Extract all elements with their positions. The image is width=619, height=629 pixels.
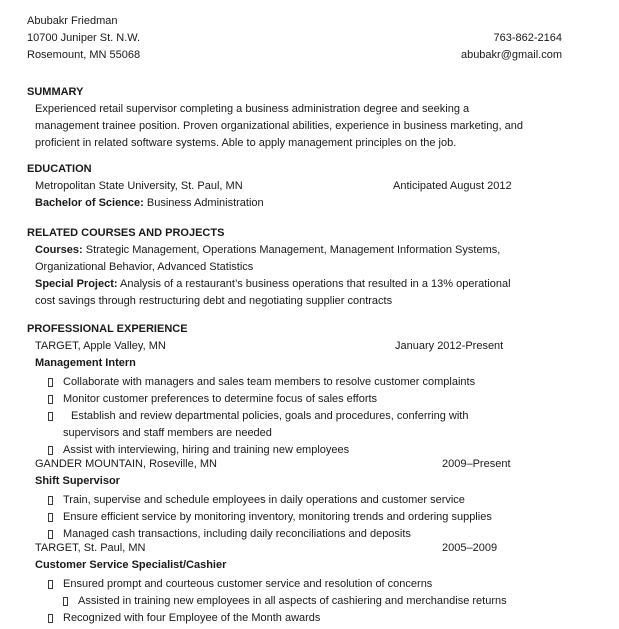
address-line2: Rosemount, MN 55068 bbox=[27, 49, 141, 61]
summary-heading: SUMMARY bbox=[27, 86, 84, 98]
education-heading: EDUCATION bbox=[27, 163, 92, 175]
bullet-item bbox=[27, 391, 562, 408]
bullet-text: supervisors and staff members are needed bbox=[63, 427, 272, 439]
bullet-text: Managed cash transactions, including daily reconciliations and deposits bbox=[63, 528, 411, 540]
header-row-address2 bbox=[27, 47, 562, 64]
missing-glyph-bullet-icon bbox=[63, 597, 68, 606]
job-company-row bbox=[27, 338, 562, 355]
graduation-date: Anticipated August 2012 bbox=[393, 180, 512, 192]
job-title: Management Intern bbox=[35, 357, 136, 369]
courses-label: Courses: bbox=[35, 244, 83, 256]
job-company-row bbox=[27, 540, 562, 557]
summary-section bbox=[27, 84, 562, 152]
summary-line: proficient in related software systems. Able to apply management principles on the job. bbox=[35, 137, 457, 149]
experience-section bbox=[27, 321, 562, 627]
job-company-row bbox=[27, 456, 562, 473]
missing-glyph-bullet-icon bbox=[48, 496, 53, 505]
header-row-name bbox=[27, 13, 562, 30]
education-section bbox=[27, 161, 562, 212]
bullet-text: Ensure efficient service by monitoring inventory, monitoring trends and ordering supplies bbox=[63, 511, 492, 523]
bullet-item bbox=[27, 576, 562, 593]
bullet-text: Establish and review departmental policies, goals and procedures, conferring with bbox=[71, 410, 469, 422]
experience-heading: PROFESSIONAL EXPERIENCE bbox=[27, 323, 188, 335]
missing-glyph-bullet-icon bbox=[48, 580, 53, 589]
courses-section bbox=[27, 225, 562, 310]
bullet-text: Assist with interviewing, hiring and training new employees bbox=[63, 444, 350, 456]
school-name: Metropolitan State University, St. Paul, MN bbox=[35, 180, 243, 192]
courses-heading: RELATED COURSES AND PROJECTS bbox=[27, 227, 225, 239]
bullet-text: Ensured prompt and courteous customer service and resolution of concerns bbox=[63, 578, 433, 590]
email-address: abubakr@gmail.com bbox=[460, 49, 562, 61]
phone-number: 763-862-2164 bbox=[493, 32, 562, 44]
job-title: Shift Supervisor bbox=[35, 475, 120, 487]
company-name: TARGET, Apple Valley, MN bbox=[35, 340, 166, 352]
education-school-row bbox=[27, 178, 562, 195]
job-dates: 2009–Present bbox=[442, 458, 511, 470]
degree-value: Business Administration bbox=[143, 197, 264, 209]
degree-line bbox=[27, 195, 562, 212]
header-row-address1 bbox=[27, 30, 562, 47]
company-name: GANDER MOUNTAIN, Roseville, MN bbox=[35, 458, 217, 470]
job-title: Customer Service Specialist/Cashier bbox=[35, 559, 227, 571]
project-value: Analysis of a restaurant’s business operations that resulted in a 13% operational bbox=[117, 278, 511, 290]
job-dates: January 2012-Present bbox=[395, 340, 504, 352]
missing-glyph-bullet-icon bbox=[48, 395, 53, 404]
candidate-name: Abubakr Friedman bbox=[27, 15, 118, 27]
bullet-item bbox=[27, 492, 562, 509]
project-label: Special Project: bbox=[35, 278, 118, 290]
missing-glyph-bullet-icon bbox=[48, 412, 53, 421]
address-line1: 10700 Juniper St. N.W. bbox=[27, 32, 141, 44]
courses-value: Strategic Management, Operations Management, Management Information Systems, bbox=[82, 244, 501, 256]
summary-line: management trainee position. Proven organizational abilities, experience in business marketing, and bbox=[35, 120, 523, 132]
degree-label: Bachelor of Science: bbox=[35, 197, 144, 209]
courses-line bbox=[27, 242, 562, 259]
project-line bbox=[27, 276, 562, 293]
missing-glyph-bullet-icon bbox=[48, 614, 53, 623]
job-bullet-list bbox=[27, 576, 562, 627]
project-line: cost savings through restructuring debt and negotiating supplier contracts bbox=[35, 295, 393, 307]
job-dates: 2005–2009 bbox=[442, 542, 498, 554]
missing-glyph-bullet-icon bbox=[48, 446, 53, 455]
resume-header bbox=[27, 13, 562, 64]
company-name: TARGET, St. Paul, MN bbox=[35, 542, 146, 554]
bullet-text: Train, supervise and schedule employees in daily operations and customer service bbox=[63, 494, 465, 506]
job-bullet-list bbox=[27, 492, 562, 543]
bullet-item bbox=[27, 509, 562, 526]
summary-body bbox=[27, 101, 562, 152]
bullet-item bbox=[27, 610, 562, 627]
bullet-text: Assisted in training new employees in all aspects of cashiering and merchandise returns bbox=[78, 595, 507, 607]
bullet-text: Recognized with four Employee of the Month awards bbox=[63, 612, 321, 624]
courses-line: Organizational Behavior, Advanced Statistics bbox=[35, 261, 254, 273]
bullet-text: Collaborate with managers and sales team members to resolve customer complaints bbox=[63, 376, 476, 388]
missing-glyph-bullet-icon bbox=[48, 378, 53, 387]
job-bullet-list bbox=[27, 374, 562, 459]
missing-glyph-bullet-icon bbox=[48, 530, 53, 539]
summary-line: Experienced retail supervisor completing a business administration degree and seeking a bbox=[35, 103, 470, 115]
bullet-item bbox=[27, 408, 562, 442]
bullet-item bbox=[27, 374, 562, 391]
missing-glyph-bullet-icon bbox=[48, 513, 53, 522]
bullet-item-sub bbox=[27, 593, 562, 610]
bullet-text: Monitor customer preferences to determine focus of sales efforts bbox=[63, 393, 378, 405]
